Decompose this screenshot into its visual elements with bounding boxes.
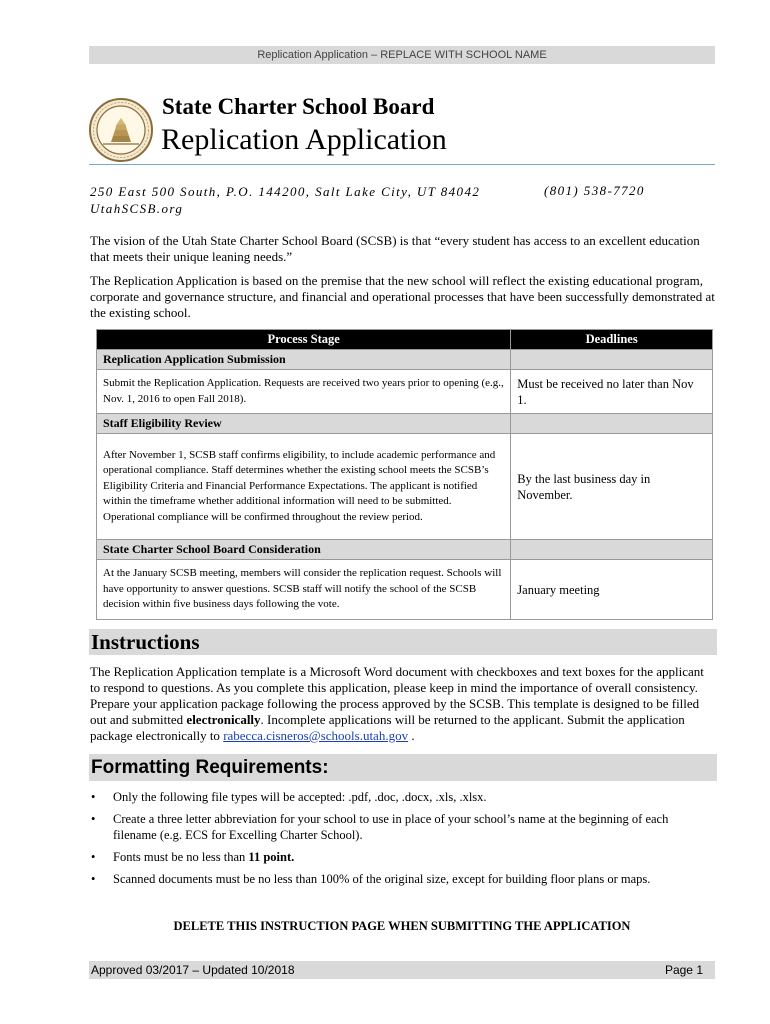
org-name: State Charter School Board [162,94,435,119]
list-item [90,789,715,805]
list-item-text: Fonts must be no less than [113,850,249,864]
address-block [90,183,480,217]
footer-approved: Approved 03/2017 – Updated 10/2018 [91,963,295,977]
delete-notice: DELETE THIS INSTRUCTION PAGE WHEN SUBMITTING THE APPLICATION [173,919,631,933]
col-process-stage: Process Stage [97,330,511,350]
stage-description: At the January SCSB meeting, members will consider the replication request. Schools will have opportunity to answer questions. SCSB staff will notify the school of the SCSB decision within five business days following the vote. [97,560,511,620]
table-row [97,560,713,620]
list-item-text: Create a three letter abbreviation for your school to use in place of your school’s name at the beginning of each filename (e.g. ECS for Excelling Charter School). [113,812,669,842]
bullet-icon: • [91,790,96,804]
title-rule [89,164,715,165]
stage-deadline: By the last business day in November. [511,434,713,540]
stage-description: After November 1, SCSB staff confirms eligibility, to include academic performance and operational compliance. Staff determines whether the existing school meets the SCSB’s Eligibility Criteria and Financial Performance Expectations. The applicant is notified within the timeframe whether additional information will need to be submitted. Operational compliance will be confirmed throughout the review period. [97,434,511,540]
list-item [90,871,715,887]
stage-title-blank [511,540,713,560]
formatting-heading: Formatting Requirements: [89,754,717,781]
stage-title: Replication Application Submission [97,350,511,370]
running-header: Replication Application – REPLACE WITH SCHOOL NAME [89,46,715,64]
footer-page-number: Page 1 [664,963,703,977]
stage-title: State Charter School Board Consideration [97,540,511,560]
instructions-text-end: . [408,728,415,743]
instructions-text-2: . Incomplete applications will be returned to the applicant. Submit the application package electronically to [90,712,685,743]
list-item [90,849,715,865]
formatting-list [90,789,715,893]
table-header-row [97,330,713,350]
col-deadlines: Deadlines [511,330,713,350]
list-item [90,811,715,843]
list-item-text: Only the following file types will be accepted: .pdf, .doc, .docx, .xls, .xlsx. [113,790,487,804]
bullet-icon: • [91,850,96,864]
instructions-heading: Instructions [89,629,717,655]
instructions-bold: electronically [186,712,261,727]
stage-title-blank [511,414,713,434]
table-row [97,434,713,540]
premise-paragraph: The Replication Application is based on the premise that the new school will reflect the existing educational program, corporate and governance structure, and financial and operational processes that have been successfully demonstrated at the existing school. [90,273,715,320]
list-item-bold: 11 point. [248,850,295,864]
stage-title-blank [511,350,713,370]
stage-row [97,540,713,560]
list-item-text: Scanned documents must be no less than 100% of the original size, except for building floor plans or maps. [113,872,651,886]
stage-description: Submit the Replication Application. Requests are received two years prior to opening (e.g., Nov. 1, 2016 to open Fall 2018). [97,370,511,414]
address: 250 East 500 South, P.O. 144200, Salt Lake City, UT 84042 [90,184,481,199]
stage-title: Staff Eligibility Review [97,414,511,434]
stage-deadline: Must be received no later than Nov 1. [511,370,713,414]
stage-row [97,414,713,434]
stage-row [97,350,713,370]
vision-paragraph: The vision of the Utah State Charter School Board (SCSB) is that “every student has access to an excellent education that meets their unique leaning needs.” [90,233,700,264]
bullet-icon: • [91,872,96,886]
instructions-text: The Replication Application template is a Microsoft Word document with checkboxes and text boxes for the applicant to respond to questions. As you complete this application, please keep in mind the importance of overall consistency. Prepare your application package following the process approved by the SCSB. This template is designed to be filled out and submitted [90,664,704,727]
page-title: Replication Application [161,123,447,156]
email-link[interactable]: rabecca.cisneros@schools.utah.gov [223,728,409,743]
instructions-paragraph [90,664,715,744]
phone: (801) 538-7720 [544,183,645,198]
bullet-icon: • [91,812,96,826]
stage-deadline: January meeting [511,560,713,620]
website: UtahSCSB.org [90,201,184,216]
state-seal-icon [89,98,153,162]
page-footer [89,961,715,979]
table-row [97,370,713,414]
process-table [96,329,713,620]
